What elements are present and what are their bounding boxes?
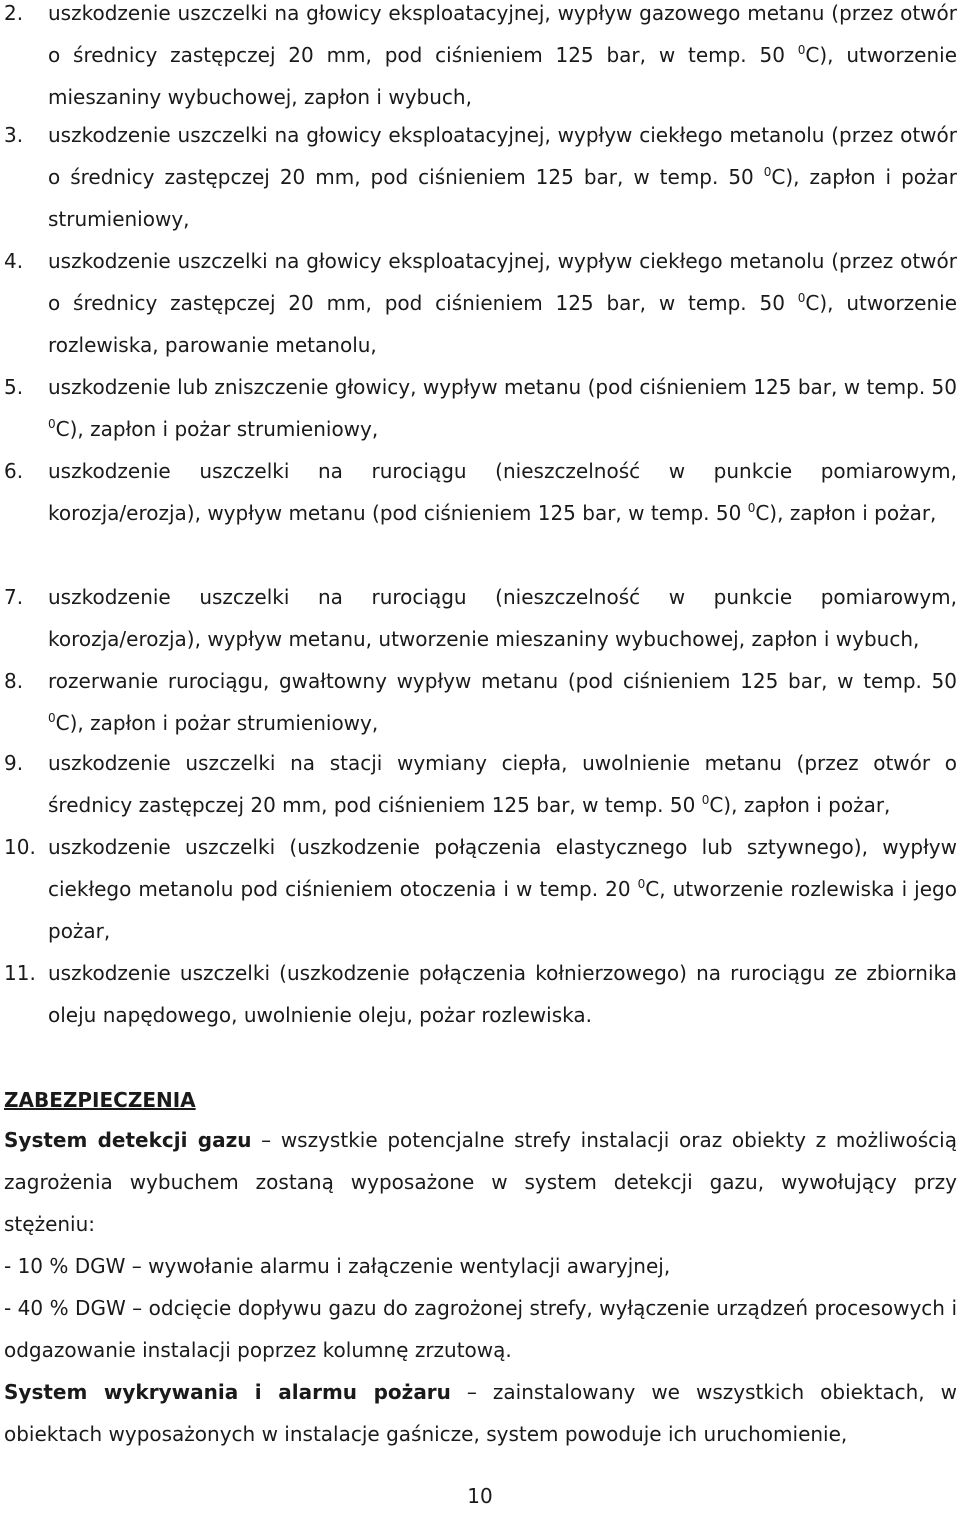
list-item [0, 660, 960, 744]
list-item [0, 826, 960, 952]
item-number: 8. [4, 669, 24, 693]
item-number: 3. [4, 123, 24, 147]
item-text: uszkodzenie uszczelki (uszkodzenie połączenia elastycznego lub sztywnego), wypływ ciekłego metanolu pod ciśnieniem otoczenia i w temp. 20 $^0$C, utworzenie rozlewiska i jego pożar, [48, 835, 957, 943]
item-text: uszkodzenie uszczelki (uszkodzenie połączenia kołnierzowego) na rurociągu ze zbiornika oleju napędowego, uwolnienie oleju, pożar rozlewiska. [48, 961, 957, 1027]
section-heading: ZABEZPIECZENIA [4, 1088, 196, 1112]
list-item [0, 366, 960, 450]
item-text: uszkodzenie uszczelki na głowicy eksploatacyjnej, wypływ ciekłego metanolu (przez otwór o średnicy zastępczej 20 mm, pod ciśnieniem 125 bar, w temp. 50 $^0$C), zapłon i pożar strumieniowy, [48, 123, 957, 231]
item-text: uszkodzenie uszczelki na głowicy eksploatacyjnej, wypływ gazowego metanu (przez otwór o średnicy zastępczej 20 mm, pod ciśnieniem 125 bar, w temp. 50 $^0$C), utworzenie mieszaniny wybuchowej, zapłon i wybuch, [48, 1, 958, 109]
list-item [0, 576, 960, 660]
fire-detection-paragraph: System wykrywania i alarmu pożaru – zainstalowany we wszystkich obiektach, w obiektach wyposażonych w instalacje gaśnicze, system powoduje ich uruchomienie, [4, 1380, 957, 1446]
item-text: uszkodzenie uszczelki na rurociągu (nieszczelność w punkcie pomiarowym, korozja/erozja), wypływ metanu, utworzenie mieszaniny wybuchowej, zapłon i wybuch, [48, 585, 957, 651]
list-item [0, 0, 960, 118]
item-number: 7. [4, 585, 24, 609]
list-item [0, 742, 960, 826]
item-number: 10. [4, 835, 36, 859]
threshold-line-40: - 40 % DGW – odcięcie dopływu gazu do zagrożonej strefy, wyłączenie urządzeń procesowych i odgazowanie instalacji poprzez kolumnę zrzutową. [4, 1296, 957, 1362]
item-text: rozerwanie rurociągu, gwałtowny wypływ metanu (pod ciśnieniem 125 bar, w temp. 50 $^0$C), zapłon i pożar strumieniowy, [48, 669, 957, 735]
gas-detection-label: System detekcji gazu [4, 1128, 252, 1152]
threshold-line-10: - 10 % DGW – wywołanie alarmu i załączenie wentylacji awaryjnej, [4, 1254, 671, 1278]
page-number: 10 [467, 1484, 493, 1508]
fire-detection-label: System wykrywania i alarmu pożaru [4, 1380, 451, 1404]
safeguards-section [4, 1119, 957, 1455]
gas-detection-paragraph: System detekcji gazu – wszystkie potencjalne strefy instalacji oraz obiekty z możliwością zagrożenia wybuchem zostaną wyposażone w system detekcji gazu, wywołujący przy stężeniu: [4, 1128, 957, 1236]
item-text: uszkodzenie lub zniszczenie głowicy, wypływ metanu (pod ciśnieniem 125 bar, w temp. 50 $^0$C), zapłon i pożar strumieniowy, [48, 375, 957, 441]
item-number: 6. [4, 459, 24, 483]
item-number: 11. [4, 961, 36, 985]
item-number: 9. [4, 751, 24, 775]
item-text: uszkodzenie uszczelki na stacji wymiany ciepła, uwolnienie metanu (przez otwór o średnicy zastępczej 20 mm, pod ciśnieniem 125 bar, w temp. 50 $^0$C), zapłon i pożar, [48, 751, 957, 817]
item-number: 5. [4, 375, 24, 399]
list-item [0, 450, 960, 534]
list-item [0, 240, 960, 366]
item-number: 4. [4, 249, 24, 273]
list-item [0, 952, 960, 1036]
item-number: 2. [4, 1, 24, 25]
item-text: uszkodzenie uszczelki na głowicy eksploatacyjnej, wypływ ciekłego metanolu (przez otwór o średnicy zastępczej 20 mm, pod ciśnieniem 125 bar, w temp. 50 $^0$C), utworzenie rozlewiska, parowanie metanolu, [48, 249, 958, 357]
item-text: uszkodzenie uszczelki na rurociągu (nieszczelność w punkcie pomiarowym, korozja/erozja), wypływ metanu (pod ciśnieniem 125 bar, w temp. 50 $^0$C), zapłon i pożar, [48, 459, 957, 525]
list-item [0, 114, 960, 240]
